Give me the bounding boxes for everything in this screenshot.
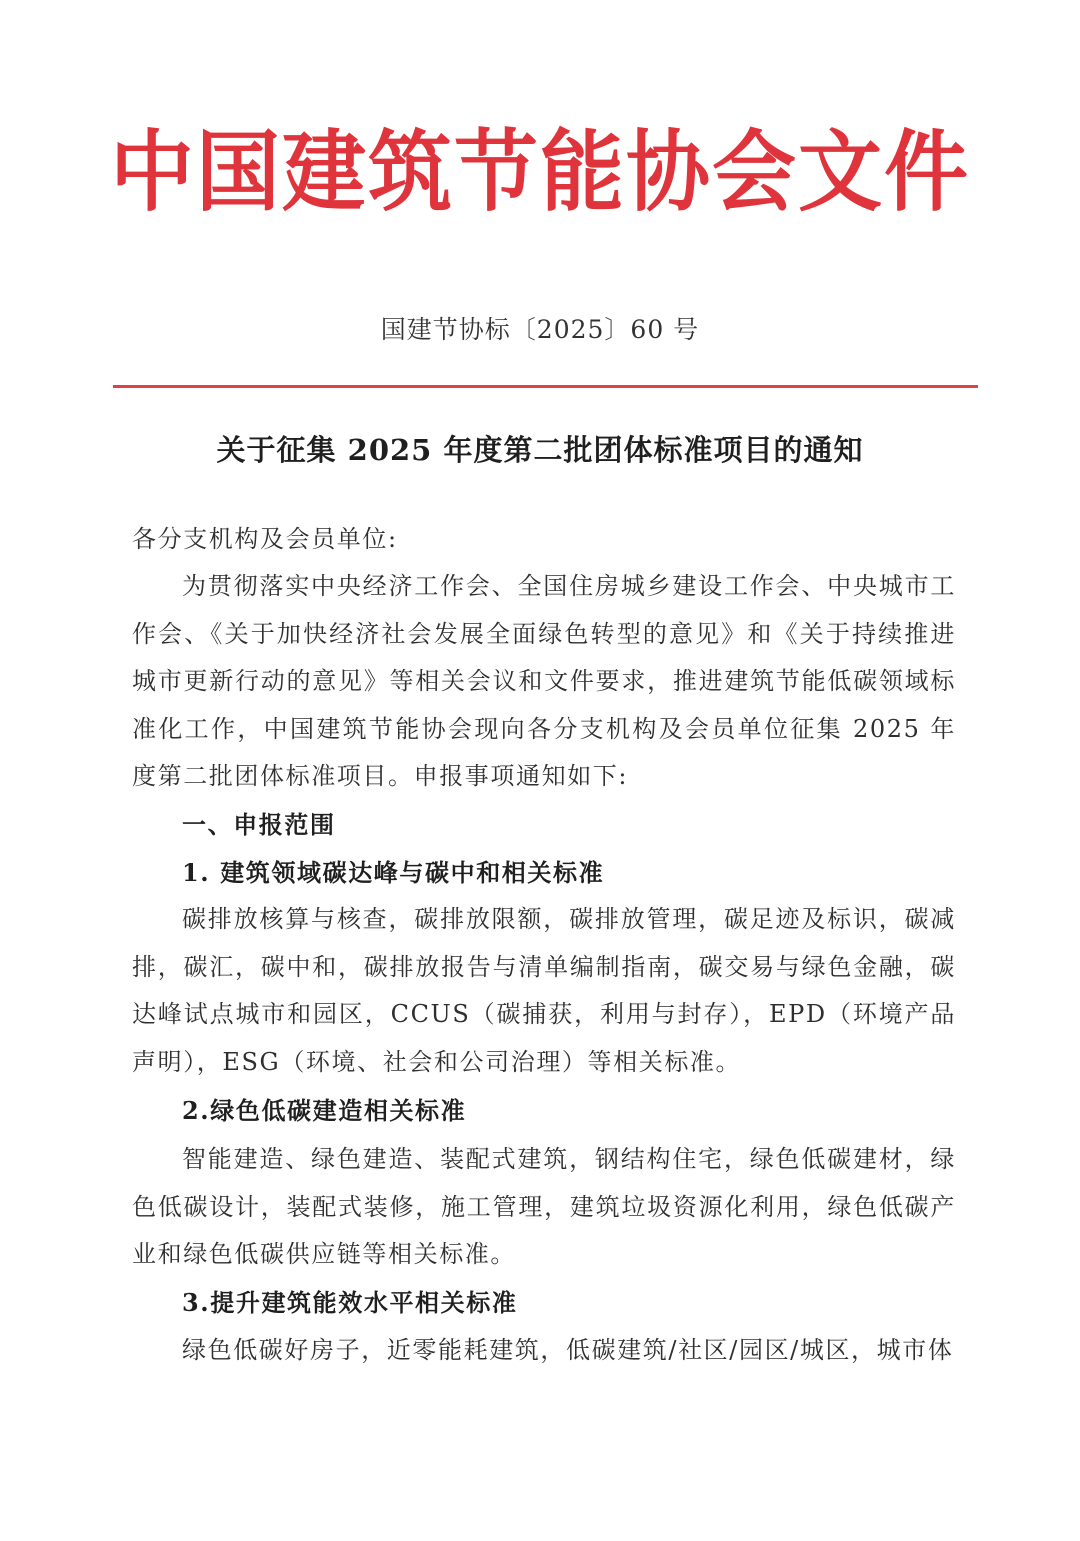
item1-paragraph: 碳排放核算与核查，碳排放限额，碳排放管理，碳足迹及标识，碳减排，碳汇，碳中和，碳排放报告与清单编制指南，碳交易与绿色金融，碳达峰试点城市和园区，CCUS（碳捕获，利用与封存），EPD（环境产品声明），ESG（环境、社会和公司治理）等相关标准。 — [132, 905, 956, 1076]
red-divider-rule — [113, 385, 978, 388]
item2-paragraph: 智能建造、绿色建造、装配式建筑，钢结构住宅，绿色低碳建材，绿色低碳设计，装配式装修，施工管理，建筑垃圾资源化利用，绿色低碳产业和绿色低碳供应链等相关标准。 — [132, 1145, 956, 1268]
masthead-title: 中国建筑节能协会文件 — [109, 120, 970, 224]
section-heading-scope: 一、申报范围 — [182, 810, 336, 839]
intro-paragraph: 为贯彻落实中央经济工作会、全国住房城乡建设工作会、中央城市工作会、《关于加快经济社会发展全面绿色转型的意见》和《关于持续推进城市更新行动的意见》等相关会议和文件要求，推进建筑节能低碳领域标准化工作，中国建筑节能协会现向各分支机构及会员单位征集 2025 年度第二批团体标准项目。申报事项通知如下: — [132, 572, 956, 790]
document-number: 国建节协标〔2025〕60 号 — [380, 315, 700, 344]
item3-paragraph: 绿色低碳好房子，近零能耗建筑，低碳建筑/社区/园区/城区，城市体 — [182, 1336, 954, 1364]
item2-heading: 2.绿色低碳建造相关标准 — [182, 1096, 467, 1125]
item3-heading: 3.提升建筑能效水平相关标准 — [182, 1288, 518, 1317]
item1-heading: 1. 建筑领域碳达峰与碳中和相关标准 — [182, 858, 605, 887]
salutation: 各分支机构及会员单位: — [132, 525, 398, 553]
document-title: 关于征集 2025 年度第二批团体标准项目的通知 — [216, 433, 864, 467]
